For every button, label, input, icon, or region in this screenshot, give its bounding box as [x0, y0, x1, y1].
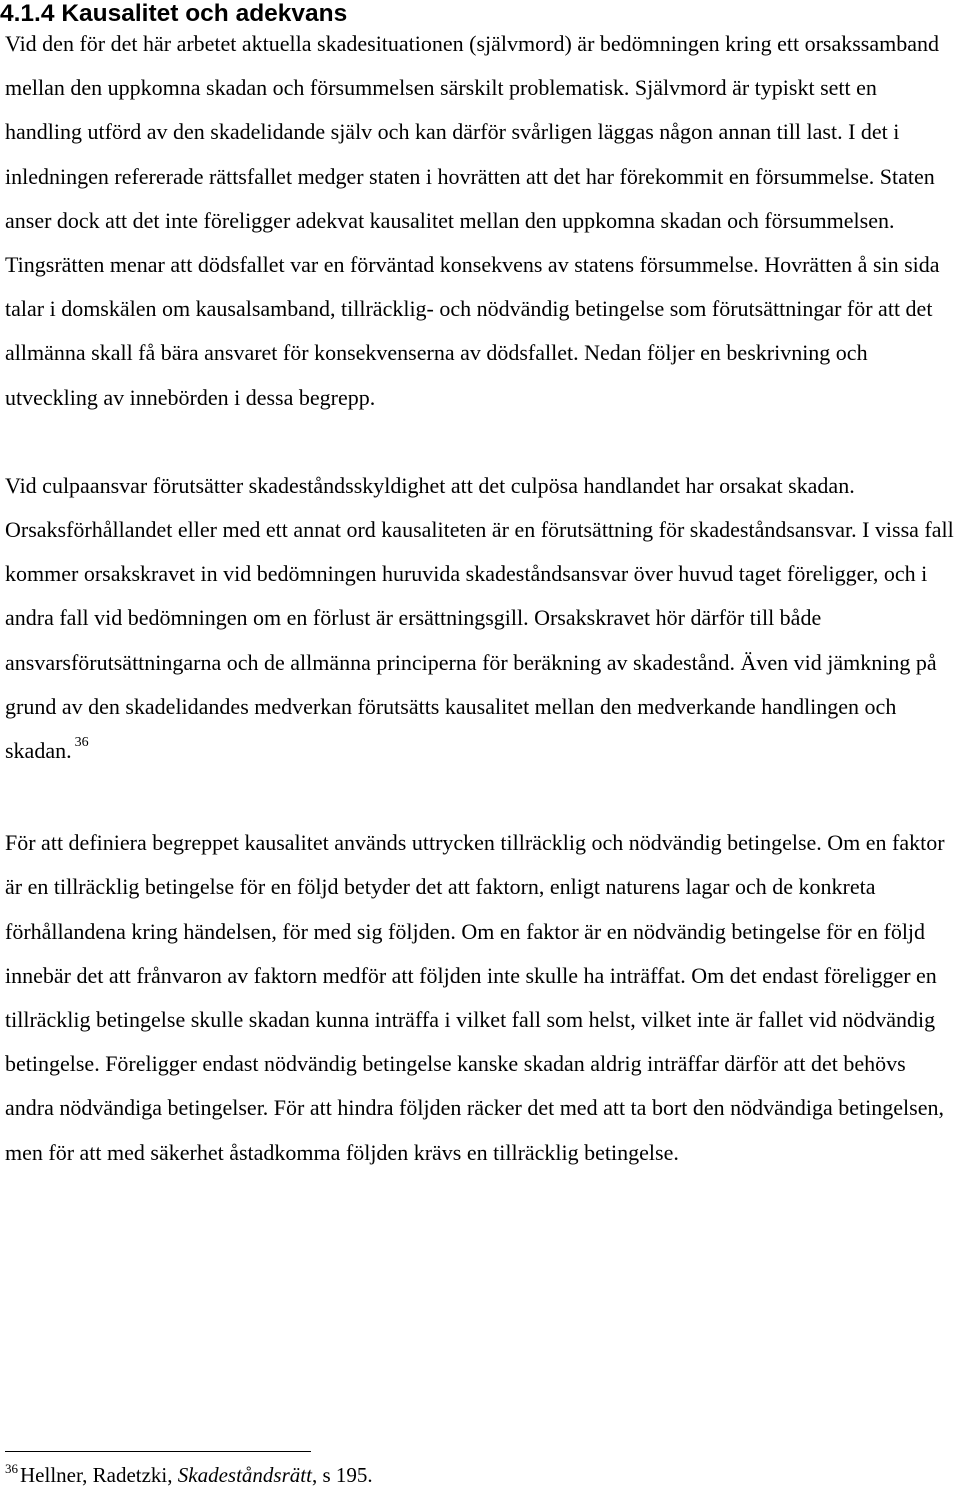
section-number: 4.1.4	[0, 0, 55, 27]
footnote-work-title: Skadeståndsrätt	[177, 1463, 312, 1487]
body-paragraph: Vid den för det här arbetet aktuella skadesituationen (självmord) är bedömningen kring ett orsakssamband mellan den uppkomna skadan och försummelsen särskilt problematisk. Självmord är typiskt sett en handling utförd av den skadelidande själv och kan därför svårligen läggas någon annan till last. I det i inledningen refererade rättsfallet medger staten i hovrätten att det har förekommit en försummelse. Staten anser dock att det inte föreligger adekvat kausalitet mellan den uppkomna skadan och försummelsen. Tingsrätten menar att dödsfallet var en förväntad konsekvens av statens försummelse. Hovrätten å sin sida talar i domskälen om kausalsamband, tillräcklig- och nödvändig betingelse som förutsättningar för att det allmänna skall få bära ansvaret för konsekvenserna av dödsfallet. Nedan följer en beskrivning och utveckling av innebörden i dessa begrepp.	[5, 31, 940, 410]
footnote-page: , s 195.	[311, 1463, 373, 1487]
footnote-divider	[5, 1451, 311, 1452]
paragraph-text: Vid culpaansvar förutsätter skadeståndsskyldighet att det culpösa handlandet har orsakat skadan. Orsaksförhållandet eller med ett annat ord kausaliteten är en förutsättning för skadeståndsansvar. I vissa fall kommer orsakskravet in vid bedömningen huruvida skadeståndsansvar över huvud taget föreligger, och i andra fall vid bedömningen om en förlust är ersättningsgill. Orsakskravet hör därför till både ansvarsförutsättningarna och de allmänna principerna för beräkning av skadestånd. Även vid jämkning på grund av den skadelidandes medverkan förutsätts kausalitet mellan den medverkande handlingen och skadan.	[5, 472, 954, 764]
body-paragraph	[5, 464, 957, 777]
section-heading	[0, 0, 952, 28]
body-paragraph: För att definiera begreppet kausalitet används uttrycken tillräcklig och nödvändig betingelse. Om en faktor är en tillräcklig betingelse för en följd betyder det att faktorn, enligt naturens lagar och de konkreta förhållandena kring händelsen, för med sig följden. Om en faktor är en nödvändig betingelse för en följd innebär det att frånvaron av faktorn medför att följden inte skulle ha inträffat. Om det endast föreligger en tillräcklig betingelse skulle skadan kunna inträffa i vilket fall som helst, vilket inte är fallet vid nödvändig betingelse. Föreligger endast nödvändig betingelse kanske skadan aldrig inträffar därför att det behövs andra nödvändiga betingelser. För att hindra följden räcker det med att ta bort den nödvändiga betingelsen, men för att med säkerhet åstadkomma följden krävs en tillräcklig betingelse.	[5, 830, 945, 1165]
footnote	[5, 1462, 373, 1491]
footnote-authors: Hellner, Radetzki,	[20, 1463, 173, 1487]
footnote-number: 36	[5, 1461, 18, 1476]
footnote-reference[interactable]: 36	[74, 735, 89, 751]
section-title: Kausalitet och adekvans	[61, 0, 348, 27]
